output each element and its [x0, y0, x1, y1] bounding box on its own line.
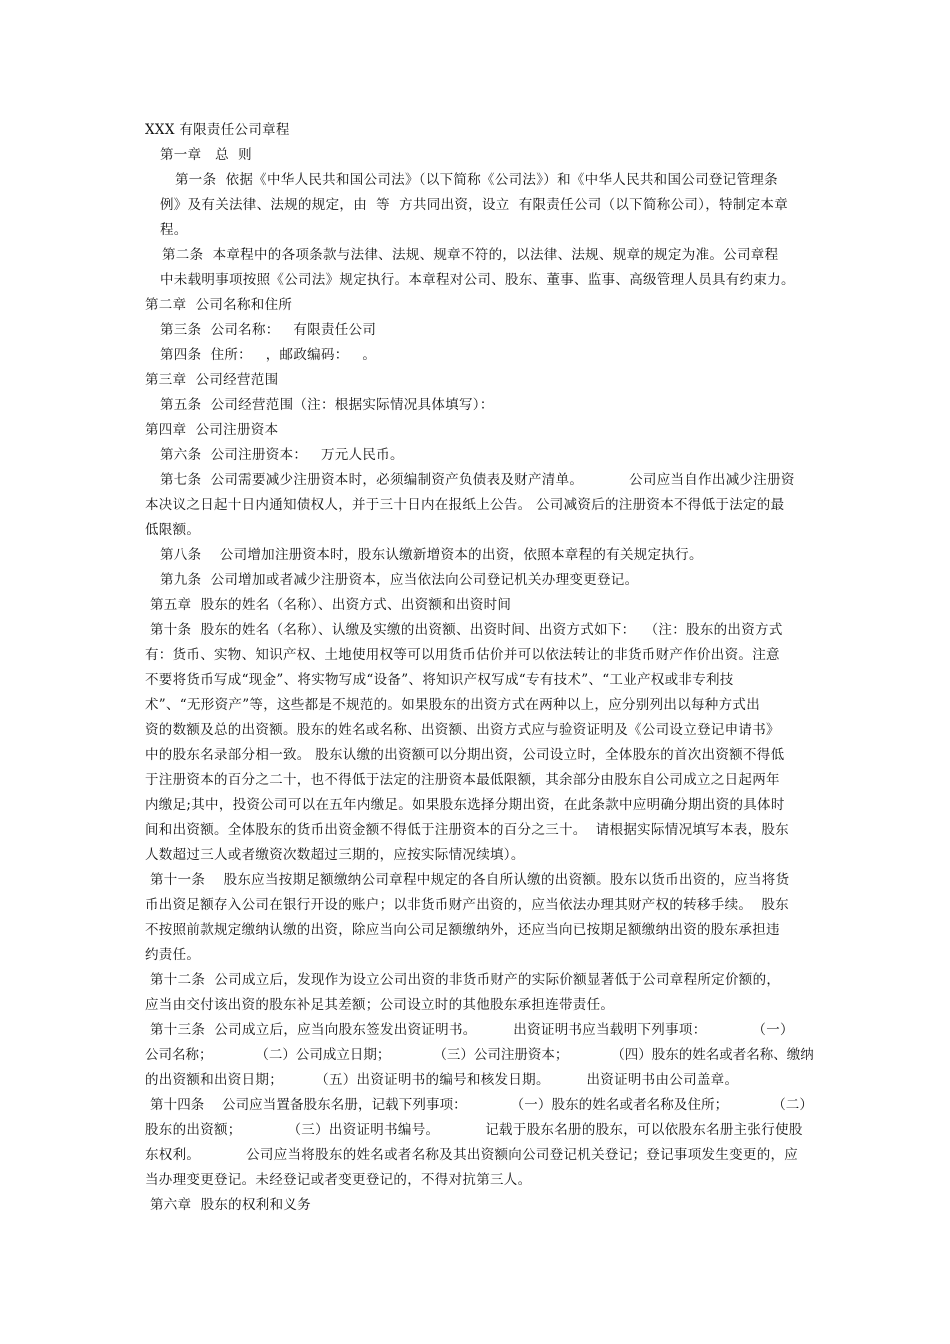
chapter-heading: 第二章 公司名称和住所 [145, 297, 293, 313]
chapter-heading: 第五章 股东的姓名（名称）、出资方式、出资额和出资时间 [150, 597, 512, 613]
chapter-heading: 第一章 总 则 [160, 147, 252, 163]
text-line: 第三条 公司名称： 有限责任公司 [160, 322, 377, 338]
chapter-heading: 第三章 公司经营范围 [145, 372, 279, 388]
text-line: 第十二条 公司成立后，发现作为设立公司出资的非货币财产的实际价额显著低于公司章程所定价额的， [150, 972, 781, 988]
chapter-heading: 第四章 公司注册资本 [145, 422, 279, 438]
text-line: 内缴足;其中，投资公司可以在五年内缴足。如果股东选择分期出资，在此条款中应明确分期出资的具体时 [145, 797, 785, 813]
text-line: 股东的出资额； （三）出资证明书编号。 记载于股东名册的股东，可以依股东名册主张行使股 [145, 1122, 803, 1138]
text-line: 中的股东名录部分相一致。 股东认缴的出资额可以分期出资，公司设立时，全体股东的首次出资额不得低 [145, 747, 785, 763]
text-line: 不按照前款规定缴纳认缴的出资，除应当向公司足额缴纳外，还应当向已按期足额缴纳出资的股东承担违 [145, 922, 780, 938]
text-line: 币出资足额存入公司在银行开设的账户；以非货币财产出资的，应当依法办理其财产权的转移手续。 股东 [145, 897, 789, 913]
text-line: 有：货币、实物、知识产权、土地使用权等可以用货币估价并可以依法转让的非货币财产作价出资。注意 [145, 647, 780, 663]
text-line: 第十一条 股东应当按期足额缴纳公司章程中规定的各自所认缴的出资额。股东以货币出资的，应当将货 [150, 872, 790, 888]
text-line: 间和出资额。全体股东的货币出资金额不得低于注册资本的百分之三十。 请根据实际情况填写本表，股东 [145, 822, 789, 838]
text-line: 第十三条 公司成立后，应当向股东签发出资证明书。 出资证明书应当载明下列事项： （一） [150, 1022, 794, 1038]
text-line: 第九条 公司增加或者减少注册资本，应当依法向公司登记机关办理变更登记。 [160, 572, 639, 588]
text-line: 第八条 公司增加注册资本时，股东认缴新增资本的出资，依照本章程的有关规定执行。 [160, 547, 703, 563]
text-line: 不要将货币写成“现金”、将实物写成“设备”、将知识产权写成“专有技术”、“工业产权或非专利技 [145, 672, 734, 688]
text-line: 约责任。 [145, 947, 201, 963]
chapter-heading: 第六章 股东的权利和义务 [150, 1197, 311, 1213]
text-line: 第六条 公司注册资本： 万元人民币。 [160, 447, 404, 463]
text-line: 的出资额和出资日期； （五）出资证明书的编号和核发日期。 出资证明书由公司盖章。 [145, 1072, 739, 1088]
text-line: 第十四条 公司应当置备股东名册，记载下列事项： （一）股东的姓名或者名称及住所； （二） [150, 1097, 813, 1113]
text-line: 本决议之日起十日内通知债权人，并于三十日内在报纸上公告。 公司减资后的注册资本不得低于法定的最 [145, 497, 785, 513]
text-line: 当办理变更登记。未经登记或者变更登记的，不得对抗第三人。 [145, 1172, 532, 1188]
text-line: 第十条 股东的姓名（名称）、认缴及实缴的出资额、出资时间、出资方式如下： （注：股东的出资方式 [150, 622, 783, 638]
text-line: 第五条 公司经营范围（注：根据实际情况具体填写）： [160, 397, 494, 413]
text-line: 术”、“无形资产”等，这些都是不规范的。如果股东的出资方式在两种以上，应分别列出以每种方式出 [145, 697, 761, 713]
text-line: 应当由交付该出资的股东补足其差额；公司设立时的其他股东承担连带责任。 [145, 997, 615, 1013]
text-line: 公司名称； （二）公司成立日期； （三）公司注册资本； （四）股东的姓名或者名称、缴纳 [145, 1047, 814, 1063]
text-line: 程。 [160, 222, 188, 238]
text-line: 东权利。 公司应当将股东的姓名或者名称及其出资额向公司登记机关登记；登记事项发生变更的，应 [145, 1147, 799, 1163]
text-line: 中未载明事项按照《公司法》规定执行。本章程对公司、股东、董事、监事、高级管理人员具有约束力。 [160, 272, 795, 288]
text-line: 人数超过三人或者缴资次数超过三期的，应按实际情况续填）。 [145, 847, 525, 863]
text-line: 第一条 依据《中华人民共和国公司法》（以下简称《公司法》）和《中华人民共和国公司登记管理条 [175, 172, 778, 188]
document-title: XXX 有限责任公司章程 [145, 122, 290, 138]
text-line: 第二条 本章程中的各项条款与法律、法规、规章不符的，以法律、法规、规章的规定为准。公司章程 [162, 247, 779, 263]
text-line: 第七条 公司需要减少注册资本时，必须编制资产负债表及财产清单。 公司应当自作出减少注册资 [160, 472, 795, 488]
text-line: 于注册资本的百分之二十，也不得低于法定的注册资本最低限额，其余部分由股东自公司成立之日起两年 [145, 772, 780, 788]
text-line: 例》及有关法律、法规的规定，由 等 方共同出资，设立 有限责任公司（以下简称公司），特制定本章 [160, 197, 788, 213]
text-line: 资的数额及总的出资额。股东的姓名或名称、出资额、出资方式应与验资证明及《公司设立登记申请书》 [145, 722, 780, 738]
text-line: 低限额。 [145, 522, 201, 538]
text-line: 第四条 住所： ，邮政编码： 。 [160, 347, 377, 363]
